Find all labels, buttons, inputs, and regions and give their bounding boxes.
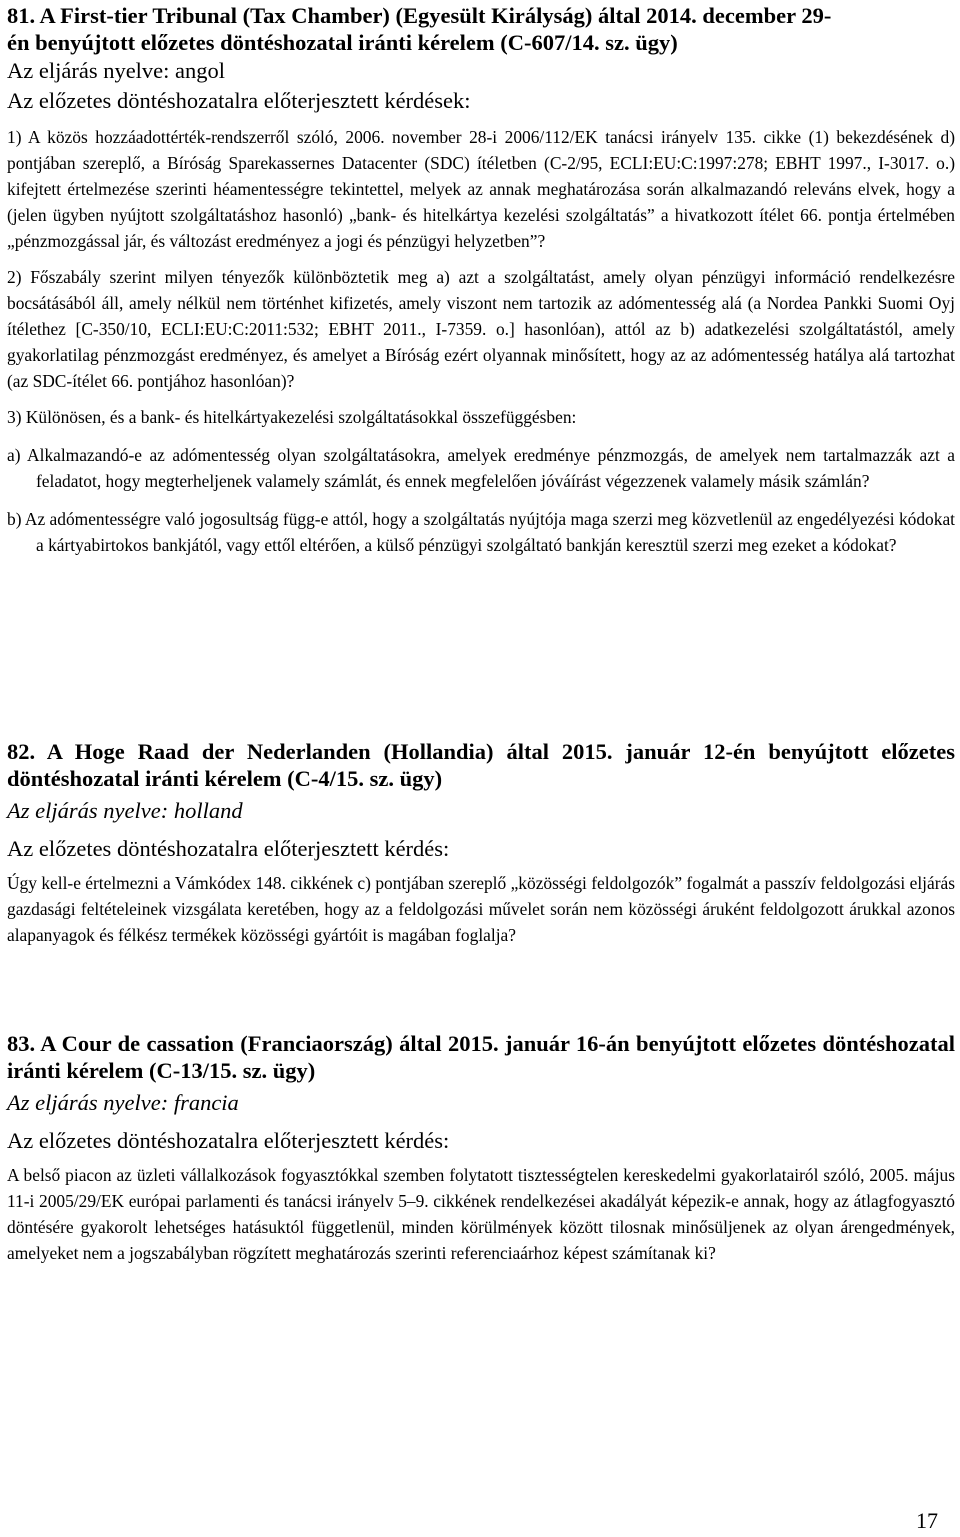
procedure-language: Az eljárás nyelve: francia xyxy=(7,1090,239,1115)
question-paragraph-3: 3) Különösen, és a bank- és hitelkártyakezelési szolgáltatásokkal összefüggésben: xyxy=(7,407,577,427)
questions-label: Az előzetes döntéshozatalra előterjesztett kérdések: xyxy=(7,88,471,113)
questions-label: Az előzetes döntéshozatalra előterjesztett kérdés: xyxy=(7,1128,450,1153)
question-paragraph-1: 1) A közös hozzáadottérték-rendszerről szóló, 2006. november 28-i 2006/112/EK tanácsi irányelv 135. cikke (1) bekezdésének d) pontjában szereplő, a Bíróság Sparekassernes Datacenter (SDC) ítéletben (C-2/95, ECLI:EU:C:1997:278; EBHT 1997., I-3017. o.) kifejtett értelmezése szerinti héamentességre tekintettel, melyek az annak meghatározása során alkalmazandó releváns elvek, hogy a (jelen ügyben nyújtott szolgáltatáshoz hasonló) „bank- és hitelkártya kezelési szolgáltatás” a hivatkozott ítélet 66. pontja értelmében „pénzmozgással jár, és változást eredményez a jogi és pénzügyi helyzetben”? xyxy=(7,127,955,251)
question-paragraph-2: 2) Főszabály szerint milyen tényezők különböztetik meg a) azt a szolgáltatást, amely olyan pénzügyi információ rendelkezésre bocsátásából áll, amely nélkül nem történhet kifizetés, amely viszont nem tartozik az adómentesség alá (a Nordea Pankki Suomi Oyj ítélethez [C-350/10, ECLI:EU:C:2011:532; EBHT 2011., I-7359. o.] hasonlóan), attól az b) adatkezelési szolgáltatástól, amely gyakorlatilag pénzmozgást eredményez, és amelyet a Bíróság ezért olyannak minősített, hogy az az adómentesség hatálya alá tartozhat (az SDC-ítélet 66. pontjához hasonlóan)? xyxy=(7,267,955,391)
procedure-language: Az eljárás nyelve: holland xyxy=(7,798,243,823)
sub-question-b: b) Az adómentességre való jogosultság függ-e attól, hogy a szolgáltatás nyújtója maga szerzi meg közvetlenül az engedélyezési kódokat a kártyabirtokos bankjától, vagy ettől eltérően, a külső pénzügyi szolgáltató bankján keresztül szerzi meg ezeket a kódokat? xyxy=(7,509,955,555)
section-heading: 82. A Hoge Raad der Nederlanden (Hollandia) által 2015. január 12-én benyújtott előzetes döntéshozatal iránti kérelem (C-4/15. sz. ügy) xyxy=(7,739,955,791)
question-paragraph: A belső piacon az üzleti vállalkozások fogyasztókkal szemben folytatott tisztességtelen kereskedelmi gyakorlatairól szóló, 2005. május 11-i 2005/29/EK európai parlamenti és tanácsi irányelv 5–9. cikkének rendelkezései akadályát képezik-e annak, hogy az átlagfogyasztó döntésére gyakorolt lehetséges hatásuktól függetlenül, minden körülmények között tilosnak minősüljenek az olyan árengedmények, amelyeket nem a jogszabályban rögzített meghatározás szerinti referenciaárhoz képest számítanak ki? xyxy=(7,1165,955,1263)
question-paragraph: Úgy kell-e értelmezni a Vámkódex 148. cikkének c) pontjában szereplő „közösségi feldolgozók” fogalmát a passzív feldolgozási eljárás gazdasági feltételeinek vizsgálata keretében, hogy az a feldolgozási művelet során nem közösségi áruként feldolgozott árukkal azonos alapanyagok és félkész termékek közösségi gyártóit is magában foglalja? xyxy=(7,873,955,945)
section-heading xyxy=(7,2,955,56)
sub-question-a: a) Alkalmazandó-e az adómentesség olyan szolgáltatásokra, amelyek eredménye pénzmozgás, de amelyek nem tartalmazzák azt a feladatot, hogy megterheljenek valamely számlát, és ennek megfelelően jóváírást végezzenek valamely másik számlán? xyxy=(7,445,955,491)
section-81 xyxy=(7,2,955,558)
procedure-language: Az eljárás nyelve: angol xyxy=(7,58,226,83)
section-82 xyxy=(7,738,955,948)
section-heading: 83. A Cour de cassation (Franciaország) által 2015. január 16-án benyújtott előzetes döntéshozatal iránti kérelem (C-13/15. sz. ügy) xyxy=(7,1031,955,1083)
section-heading-line-1: 81. A First-tier Tribunal (Tax Chamber) (Egyesült Királyság) által 2014. december 29- xyxy=(7,3,832,28)
questions-label: Az előzetes döntéshozatalra előterjesztett kérdés: xyxy=(7,836,450,861)
page-number: 17 xyxy=(916,1508,938,1533)
section-83 xyxy=(7,1030,955,1266)
section-heading-line-2: én benyújtott előzetes döntéshozatal iránti kérelem (C-607/14. sz. ügy) xyxy=(7,30,678,55)
